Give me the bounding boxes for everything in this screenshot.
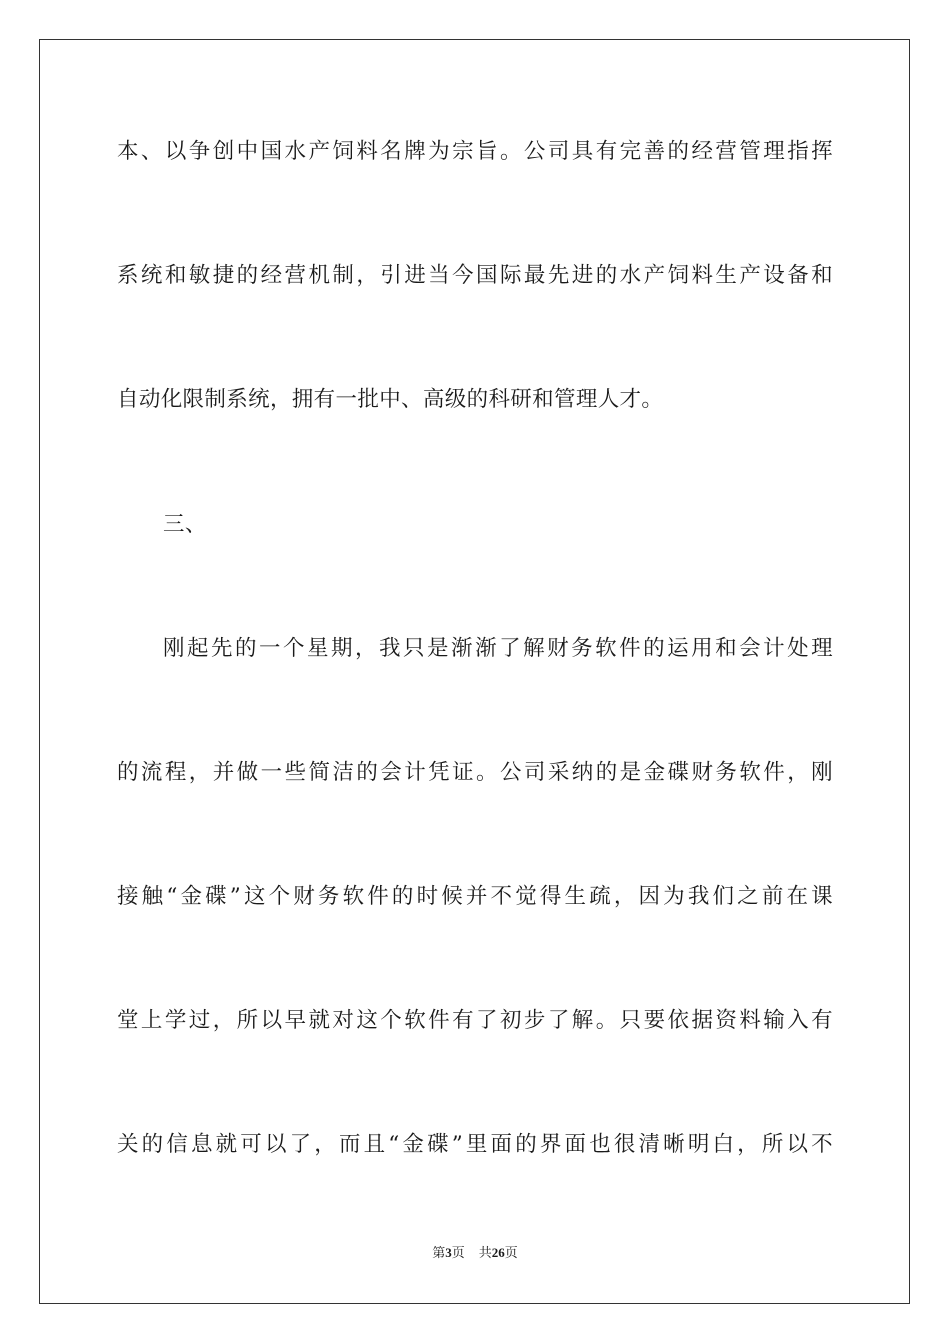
footer-page-suffix: 页 — [451, 1245, 465, 1260]
body-line-8: 关的信息就可以了，而且“金碟”里面的界面也很清晰明白，所以不 — [117, 1132, 833, 1157]
footer-page-prefix: 第 — [432, 1245, 446, 1260]
footer-total-pages: 26 — [491, 1245, 505, 1260]
body-line-2: 系统和敏捷的经营机制，引进当今国际最先进的水产饲料生产设备和 — [117, 263, 833, 288]
footer-total-prefix: 共 — [478, 1245, 492, 1260]
body-line-3: 自动化限制系统，拥有一批中、高级的科研和管理人才。 — [117, 387, 664, 412]
section-heading: 三、 — [163, 512, 207, 537]
page-footer — [0, 1244, 950, 1262]
footer-page-number: 3 — [445, 1245, 452, 1260]
body-line-6: 接触“金碟”这个财务软件的时候并不觉得生疏，因为我们之前在课 — [117, 884, 833, 909]
footer-total-suffix: 页 — [504, 1245, 518, 1260]
body-line-5: 的流程，并做一些简洁的会计凭证。公司采纳的是金碟财务软件，刚 — [117, 760, 833, 785]
body-line-4: 刚起先的一个星期，我只是渐渐了解财务软件的运用和会计处理 — [163, 636, 833, 661]
page-border — [39, 39, 910, 1304]
body-line-1: 本、以争创中国水产饲料名牌为宗旨。公司具有完善的经营管理指挥 — [117, 139, 833, 164]
body-line-7: 堂上学过，所以早就对这个软件有了初步了解。只要依据资料输入有 — [117, 1008, 833, 1033]
